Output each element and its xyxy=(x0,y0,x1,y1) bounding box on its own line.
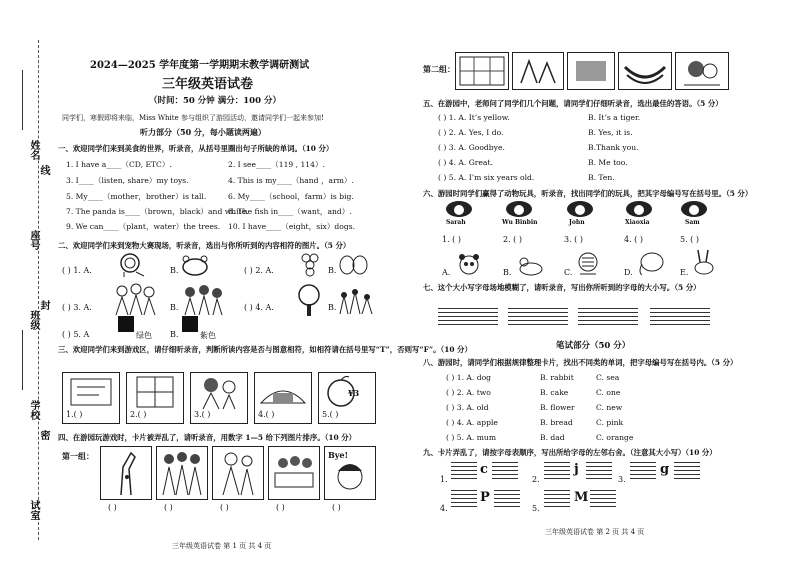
q1-item: 4. This is my____（hand ，arm）. xyxy=(228,176,354,185)
q9-number: 5. xyxy=(532,504,540,513)
q6-answer-1[interactable]: 1. ( ) xyxy=(442,235,461,244)
q5-option-b: B. It’s a tiger. xyxy=(588,113,641,122)
g2-picture-1 xyxy=(455,52,509,90)
writing-lines-2[interactable] xyxy=(508,308,568,324)
page-footer-2: 三年级英语试卷 第 2 页 共 4 页 xyxy=(545,528,645,536)
toy-letter: A. xyxy=(442,268,451,277)
q4-answer-1[interactable]: ( ) xyxy=(108,503,117,512)
q1-item: 5. My____（mother，brother）is tall. xyxy=(66,192,207,201)
sarah-face-icon xyxy=(445,200,473,218)
school-label: 学校 xyxy=(28,400,39,420)
listening-heading: 听力部分（50 分，每小题读两遍） xyxy=(140,127,266,137)
grapes-icon xyxy=(298,250,322,278)
q8-option-b: B. rabbit xyxy=(540,373,574,382)
q9-letter: c xyxy=(480,462,488,477)
q5-row: ( ) 4. A. Great. xyxy=(438,158,493,167)
q9-box[interactable] xyxy=(586,462,612,478)
q5-row: ( ) 2. A. Yes, I do. xyxy=(438,128,504,137)
tree-icon xyxy=(296,284,322,318)
children-icon xyxy=(180,283,226,317)
secret-mark: 密 xyxy=(38,430,49,440)
q8-option-c: C. sea xyxy=(596,373,620,382)
q4-answer-4[interactable]: ( ) xyxy=(276,503,285,512)
q4-answer-3[interactable]: ( ) xyxy=(220,503,229,512)
q9-box[interactable] xyxy=(674,462,700,478)
q4-answer-5[interactable]: ( ) xyxy=(332,503,341,512)
writing-lines-4[interactable] xyxy=(650,308,710,324)
name-blank[interactable] xyxy=(22,70,23,130)
exam-time: （时间：50 分钟 满分：100 分） xyxy=(149,96,281,106)
q5-option-b: B.Thank you. xyxy=(588,143,639,152)
q8-option-c: C. orange xyxy=(596,433,634,442)
q9-box[interactable] xyxy=(451,462,477,478)
q2-color: 绿色 xyxy=(136,331,152,340)
child-name: John xyxy=(569,219,585,226)
exam-subtitle: 三年级英语试卷 xyxy=(162,77,254,92)
q4-picture-4 xyxy=(268,446,320,500)
page-footer-1: 三年级英语试卷 第 1 页 共 4 页 xyxy=(172,542,272,550)
q1-item: 2. I see____（119 , 114）. xyxy=(228,160,325,169)
q2-option: B. xyxy=(170,266,179,275)
q6-answer-5[interactable]: 5. ( ) xyxy=(680,235,699,244)
wubinbin-face-icon xyxy=(505,200,533,218)
child-name: Sam xyxy=(685,219,700,226)
q2-option: ( ) 2. A. xyxy=(244,266,274,275)
g2-picture-3 xyxy=(567,52,615,90)
toy-letter: E. xyxy=(680,268,689,277)
q1-item: 9. We can____（plant，water）the trees. xyxy=(66,222,221,231)
purple-swatch xyxy=(182,316,198,332)
toy-letter: C. xyxy=(564,268,573,277)
q2-option: ( ) 1. A. xyxy=(62,266,92,275)
q2-option: B. xyxy=(328,266,337,275)
elephant-icon xyxy=(636,250,666,276)
q4-picture-3 xyxy=(212,446,264,500)
toy-letter: B. xyxy=(503,268,512,277)
q8-option-b: B. cake xyxy=(540,388,569,397)
bear-icon xyxy=(180,254,210,276)
q8-option-c: C. one xyxy=(596,388,621,397)
q9-letter: M xyxy=(574,490,589,505)
q9-number: 4. xyxy=(440,504,448,513)
q4-answer-2[interactable]: ( ) xyxy=(164,503,173,512)
flowers-icon xyxy=(336,288,376,316)
class-label: 班级 xyxy=(28,310,39,330)
q9-number: 2. xyxy=(532,475,540,484)
q2-option: B. xyxy=(328,303,337,312)
q5-row: ( ) 1. A. It’s yellow. xyxy=(438,113,510,122)
q6-answer-4[interactable]: 4. ( ) xyxy=(624,235,643,244)
q8-row: ( ) 2. A. two xyxy=(446,388,491,397)
q2-color: 紫色 xyxy=(200,331,216,340)
q9-letter: P xyxy=(480,490,490,505)
child-name: Sarah xyxy=(446,219,466,226)
q2-option: ( ) 3. A. xyxy=(62,303,92,312)
q2-option: ( ) 5. A xyxy=(62,330,90,339)
exam-title: 2024—2025 学年度第一学期期末教学调研测试 xyxy=(90,60,310,71)
q8-title: 八、游园时，请同学们根据规律整理卡片，找出不同类的单词，把字母编号写在括号内。（5 分） xyxy=(423,358,738,367)
written-heading: 笔试部分（50 分） xyxy=(556,341,631,351)
q5-option-b: B. Yes, it is. xyxy=(588,128,633,137)
q8-option-b: B. bread xyxy=(540,418,573,427)
q1-item: 6. My____（school，farm）is big. xyxy=(228,192,354,201)
q2-option: B. xyxy=(170,303,179,312)
eggs-icon xyxy=(338,254,368,276)
q5-option-b: B. Me too. xyxy=(588,158,628,167)
q9-number: 1. xyxy=(440,475,448,484)
banana-icon xyxy=(618,52,672,90)
q9-letter: j xyxy=(574,462,579,477)
q2-option: ( ) 4. A. xyxy=(244,303,274,312)
seal-mark: 封 xyxy=(38,300,49,310)
q5-option-b: B. Ten. xyxy=(588,173,615,182)
toy-letter: D. xyxy=(624,268,633,277)
line-mark: 线 xyxy=(38,165,49,175)
lion-icon xyxy=(118,252,148,278)
q8-row: ( ) 5. A. mum xyxy=(446,433,497,442)
q6-answer-2[interactable]: 2. ( ) xyxy=(503,235,522,244)
q8-row: ( ) 1. A. dog xyxy=(446,373,492,382)
green-swatch xyxy=(118,316,134,332)
rabbit-icon xyxy=(690,248,718,276)
q4-title: 四、在游园玩游戏时，卡片被弄乱了，请听录音，用数字 1—5 给下列图片排序。（10 分） xyxy=(58,433,357,442)
panda-icon xyxy=(456,252,482,276)
q3-answer-5[interactable]: 5.( ) xyxy=(322,410,339,419)
sam-face-icon xyxy=(680,200,708,218)
q7-title: 七、这个大小写字母场地模糊了，请听录音，写出你所听到的字母的大小写。（5 分） xyxy=(423,283,701,292)
q9-number: 3. xyxy=(618,475,626,484)
group-one-label: 第一组： xyxy=(62,451,94,461)
john-face-icon xyxy=(566,200,594,218)
school-blank[interactable] xyxy=(22,330,23,390)
q5-row: ( ) 3. A. Goodbye. xyxy=(438,143,505,152)
q8-option-c: C. pink xyxy=(596,418,624,427)
q8-option-c: C. new xyxy=(596,403,623,412)
q5-title: 五、在游园中，老师问了同学们几个问题，请同学们仔细听录音，选出最佳的答语。（5 分） xyxy=(423,99,723,108)
q3-answer-3[interactable]: 3.( ) xyxy=(194,410,211,419)
q2-title: 二、欢迎同学们来到宠物大赛现场，听录音，选出与你所听到的内容相符的图片。（5 分） xyxy=(58,241,351,250)
q8-row: ( ) 4. A. apple xyxy=(446,418,498,427)
q1-item: 3. I____（listen, share）my toys. xyxy=(66,176,189,185)
seat-label: 座号 xyxy=(28,230,39,250)
q3-answer-4[interactable]: 4.( ) xyxy=(258,410,275,419)
family-icon xyxy=(112,283,158,317)
binding-line xyxy=(38,40,39,540)
q2-option: B. xyxy=(170,330,179,339)
price-tag: ¥3 xyxy=(348,388,360,398)
q9-title: 九、卡片弄乱了，请按字母表顺序，写出所给字母的左邻右舍。（注意其大小写）（10 分） xyxy=(423,448,717,457)
name-label: 姓名 xyxy=(28,140,39,160)
q9-box[interactable] xyxy=(544,490,570,506)
q6-answer-3[interactable]: 3. ( ) xyxy=(564,235,583,244)
writing-lines-1[interactable] xyxy=(438,308,498,324)
q9-box[interactable] xyxy=(590,490,616,506)
q8-option-b: B. flower xyxy=(540,403,575,412)
q6-title: 六、游园时同学们赢得了动物玩具，听录音，找出同学们的玩具，把其字母编号写在括号里。（5 分） xyxy=(423,189,753,198)
group-two-label: 第二组： xyxy=(423,64,455,74)
child-name: Wu Binbin xyxy=(502,219,538,226)
q9-box[interactable] xyxy=(492,462,518,478)
q1-item: 1. I have a____（CD, ETC）. xyxy=(66,160,172,169)
q1-item: 8. The fish in____（want，and）. xyxy=(228,207,352,216)
duck-icon xyxy=(516,256,544,276)
child-name: Xiaoxia xyxy=(625,219,650,226)
q8-row: ( ) 3. A. old xyxy=(446,403,489,412)
q1-title: 一、欢迎同学们来到美食的世界，听录音，从括号里圈出句子所缺的单词。（10 分） xyxy=(58,144,334,153)
q9-box[interactable] xyxy=(630,462,656,478)
q3-title: 三、欢迎同学们来到游戏区，请仔细听录音，判断所读内容是否与图意相符，如相符请在括号里写“T”，否则写“F”。（10 分） xyxy=(58,345,472,354)
q8-option-b: B. dad xyxy=(540,433,565,442)
writing-lines-3[interactable] xyxy=(578,308,638,324)
tiger-icon xyxy=(574,250,602,276)
q3-answer-2[interactable]: 2.( ) xyxy=(130,410,147,419)
q4-picture-2 xyxy=(156,446,208,500)
q9-box[interactable] xyxy=(451,490,477,506)
q5-row: ( ) 5. A. I’m six years old. xyxy=(438,173,535,182)
xiaoxia-face-icon xyxy=(625,200,653,218)
q4-picture-1 xyxy=(100,446,152,500)
q1-item: 7. The panda is____（brown，black）and white. xyxy=(66,207,249,216)
q9-box[interactable] xyxy=(494,490,520,506)
room-label: 试室 xyxy=(28,500,39,520)
bye-bubble: Bye! xyxy=(328,450,349,460)
g2-picture-2 xyxy=(512,52,564,90)
q3-answer-1[interactable]: 1.( ) xyxy=(66,410,83,419)
q1-item: 10. I have____（eight，six）dogs. xyxy=(228,222,356,231)
q9-letter: g xyxy=(660,462,670,477)
q9-box[interactable] xyxy=(544,462,570,478)
intro-text: 同学们，寒假即将来临，Miss White 参与组织了游园活动，邀请同学们一起来参加! xyxy=(62,114,324,122)
g2-picture-5 xyxy=(675,52,729,90)
